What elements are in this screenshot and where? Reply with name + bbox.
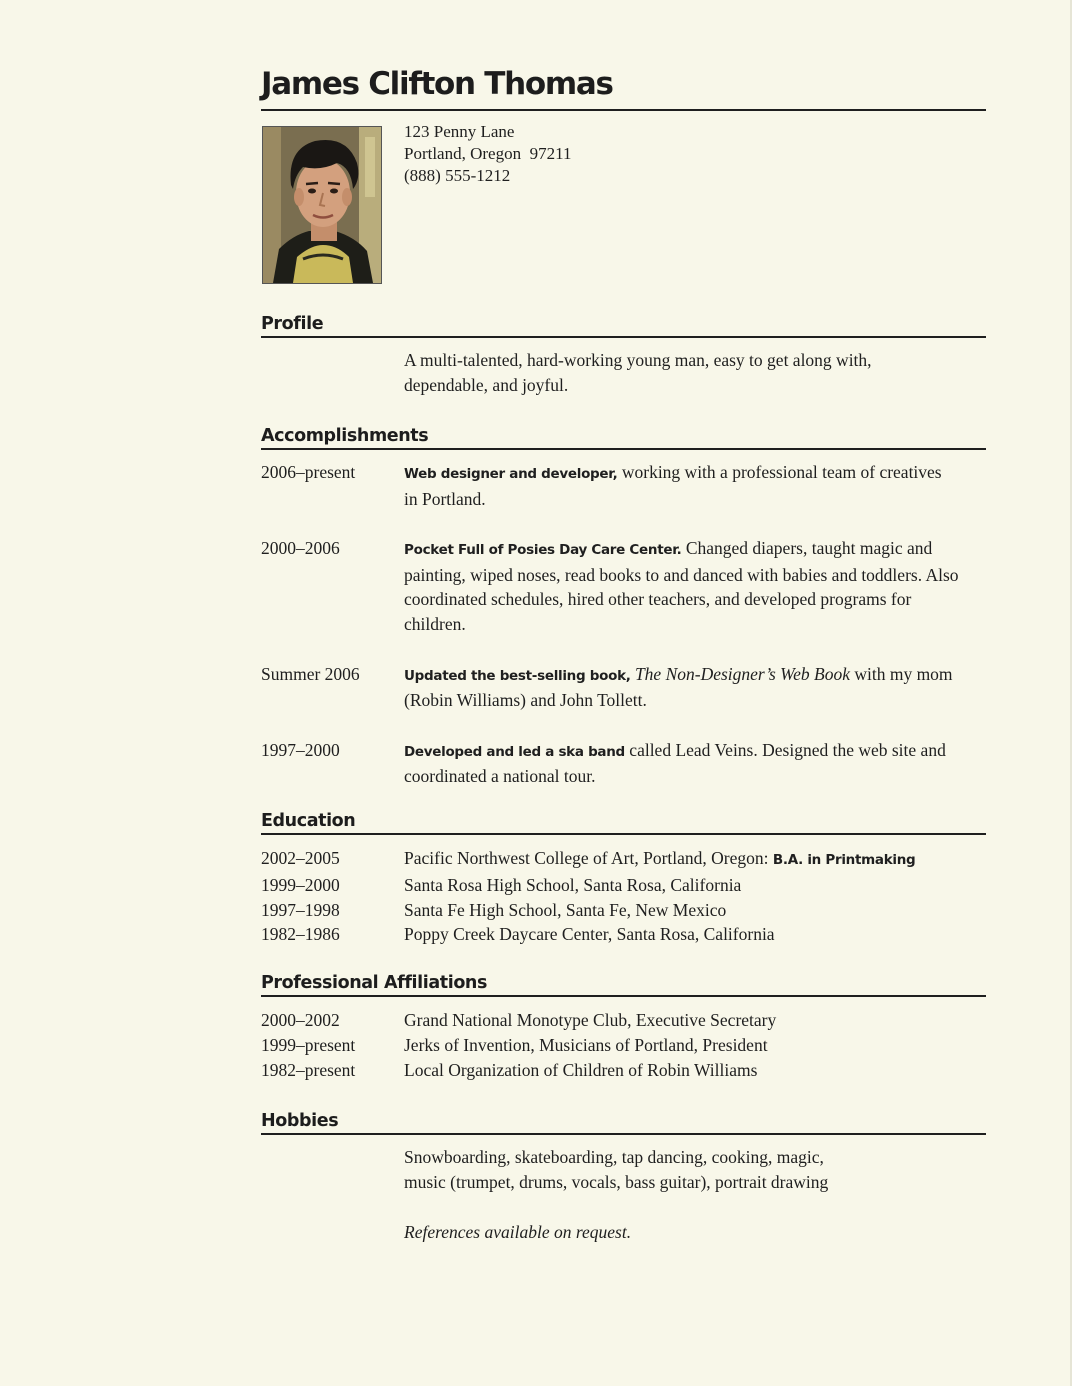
education-rule: [261, 833, 986, 835]
hobbies-line-1: Snowboarding, skateboarding, tap dancing, cooking, magic,: [404, 1147, 824, 1167]
accomplishment-lead: Web designer and developer,: [404, 466, 618, 482]
profile-line-2: dependable, and joyful.: [404, 374, 569, 395]
education-section: [261, 846, 986, 947]
accomplishment-text: with my mom (Robin Williams) and John Tollett.: [404, 663, 953, 711]
education-item: [261, 846, 986, 873]
resume-name: James Clifton Thomas: [261, 66, 613, 102]
accomplishment-item: [261, 536, 986, 636]
resume-page: [261, 0, 986, 1386]
education-heading: Education: [261, 811, 356, 831]
profile-section: [261, 348, 986, 397]
education-school: Santa Fe High School, Santa Fe, New Mexico: [404, 899, 727, 920]
accomplishment-item: [261, 460, 986, 511]
portrait-photo: [262, 126, 382, 284]
profile-rule: [261, 336, 986, 338]
name-rule: [261, 109, 986, 111]
accomplishment-lead: Pocket Full of Posies Day Care Center.: [404, 542, 682, 559]
accomplishment-date: 2006–present: [261, 462, 356, 482]
accomplishments-rule: [261, 448, 986, 450]
accomplishment-text: called Lead Veins. Designed the web site and coordinated a national tour.: [404, 739, 946, 787]
education-item: [261, 873, 986, 898]
affiliations-rule: [261, 995, 986, 997]
contact-street: 123 Penny Lane: [404, 122, 515, 141]
affiliation-item: [261, 1033, 986, 1058]
contact-phone: (888) 555-1212: [404, 166, 511, 185]
references-note: References available on request.: [404, 1222, 632, 1242]
accomplishment-date: Summer 2006: [261, 663, 360, 684]
education-item: [261, 898, 986, 923]
affiliation-text: Jerks of Invention, Musicians of Portland, President: [404, 1034, 768, 1055]
accomplishment-text: working with a professional team of creatives in Portland.: [404, 462, 942, 509]
hobbies-rule: [261, 1133, 986, 1135]
affiliation-date: 2000–2002: [261, 1010, 340, 1030]
accomplishment-text: Changed diapers, taught magic and painting, wiped noses, read books to and danced with babies and toddlers. Also coordinated schedules, hired other teachers, and developed programs for children.: [404, 538, 959, 634]
hobbies-line-2: music (trumpet, drums, vocals, bass guitar), portrait drawing: [404, 1171, 829, 1192]
education-degree: B.A. in Printmaking: [772, 852, 916, 868]
education-school: Poppy Creek Daycare Center, Santa Rosa, California: [404, 924, 775, 945]
affiliation-text: Local Organization of Children of Robin Williams: [404, 1059, 758, 1080]
education-school: Santa Rosa High School, Santa Rosa, California: [404, 874, 742, 895]
accomplishments-section: [261, 460, 986, 814]
accomplishment-lead: Updated the best-selling book,: [404, 667, 631, 684]
affiliation-date: 1999–present: [261, 1034, 356, 1055]
book-title: The Non-Designer’s Web Book: [634, 663, 850, 684]
affiliations-section: [261, 1008, 986, 1082]
accomplishment-lead: Developed and led a ska band: [404, 743, 625, 760]
education-date: 1982–1986: [261, 924, 340, 945]
profile-heading: Profile: [261, 314, 324, 334]
hobbies-heading: Hobbies: [261, 1111, 339, 1131]
accomplishment-date: 1997–2000: [261, 739, 340, 760]
profile-line-1: A multi-talented, hard-working young man, easy to get along with,: [404, 350, 872, 370]
contact-city: Portland, Oregon 97211: [404, 144, 572, 163]
affiliation-item: [261, 1008, 986, 1033]
affiliation-text: Grand National Monotype Club, Executive Secretary: [404, 1010, 777, 1030]
portrait-illustration: [263, 127, 381, 283]
accomplishments-heading: Accomplishments: [261, 426, 429, 446]
accomplishment-item: [261, 662, 986, 713]
affiliations-heading: Professional Affiliations: [261, 973, 488, 993]
hobbies-section: [261, 1145, 986, 1194]
accomplishment-date: 2000–2006: [261, 538, 340, 559]
affiliation-date: 1982–present: [261, 1059, 356, 1080]
education-date: 2002–2005: [261, 848, 340, 868]
references-section: [261, 1220, 986, 1245]
education-school: Pacific Northwest College of Art, Portland, Oregon:: [404, 848, 773, 868]
contact-info: [404, 121, 571, 187]
affiliation-item: [261, 1058, 986, 1083]
education-item: [261, 922, 986, 947]
education-date: 1997–1998: [261, 899, 340, 920]
accomplishment-item: [261, 738, 986, 789]
education-date: 1999–2000: [261, 874, 340, 895]
